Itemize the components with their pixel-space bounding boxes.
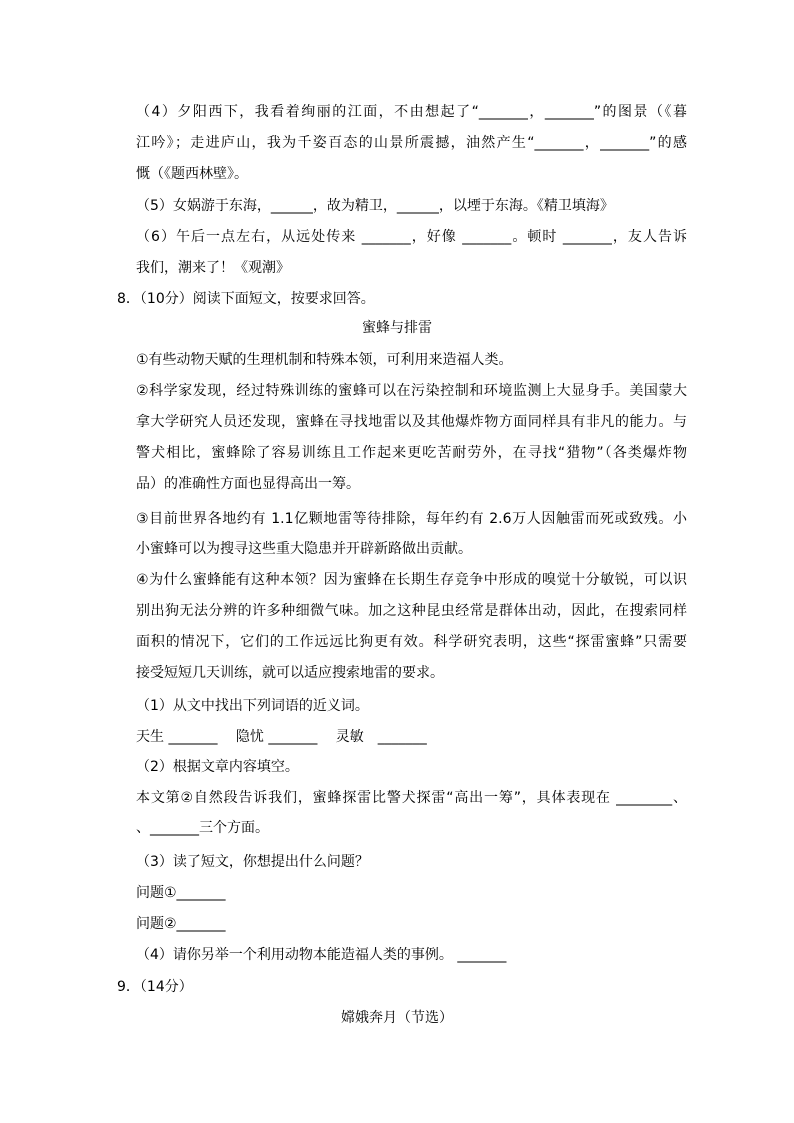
item-4-line-3: 慨（《题西林壁》。 — [136, 166, 248, 182]
paragraph-4-line: 接受短短几天训练，就可以适应搜索地雷的要求。 — [136, 665, 444, 681]
paragraph-4-line: 面积的情况下，它们的工作远远比狗更有效。科学研究表明，这些“探雷蜜蜂”只需要 — [136, 634, 687, 650]
paragraph-1: ①有些动物天赋的生理机制和特殊本领，可利用来造福人类。 — [136, 352, 513, 368]
item-6-line-1: （6）午后一点左右，从远处传来 _______，好像 _______。顿时 _______，友人告诉 — [136, 229, 687, 245]
item-4-line-2: 江吟》；走进庐山，我为千姿百态的山景所震撼，油然产生“_______，_______”的感 — [136, 135, 687, 151]
subquestion-3-question-2: 问题②_______ — [136, 916, 226, 932]
subquestion-1: （1）从文中找出下列词语的近义词。 — [136, 698, 369, 714]
paragraph-2-line: 品）的准确性方面也显得高出一筹。 — [136, 476, 360, 492]
item-4-line-1: （4）夕阳西下，我看着绚丽的江面，不由想起了“_______，_______”的图景（《暮 — [136, 104, 687, 120]
item-6-line-2: 我们，潮来了！《观潮》 — [136, 260, 290, 276]
paragraph-4-line: ④为什么蜜蜂能有这种本领？因为蜜蜂在长期生存竞争中形成的嗅觉十分敏锐，可以识 — [136, 572, 687, 588]
passage-title: 蜜蜂与排雷 — [362, 320, 432, 336]
subquestion-1-words: 天生 _______ 隐忧 _______ 灵敏 _______ — [136, 729, 427, 745]
paragraph-2-line: 拿大学研究人员还发现，蜜蜂在寻找地雷以及其他爆炸物方面同样具有非凡的能力。与 — [136, 414, 687, 430]
paragraph-3-line: 小蜜蜂可以为搜寻这些重大隐患并开辟新路做出贡献。 — [136, 541, 472, 557]
paragraph-2-line: ②科学家发现，经过特殊训练的蜜蜂可以在污染控制和环境监测上大显身手。美国蒙大 — [136, 383, 687, 399]
paragraph-2-line: 警犬相比，蜜蜂除了容易训练且工作起来更吃苦耐劳外，在寻找“猎物”（各类爆炸物 — [136, 445, 687, 461]
paragraph-3-line: ③目前世界各地约有 1.1亿颗地雷等待排除，每年约有 2.6万人因触雷而死或致残。小 — [136, 511, 687, 527]
passage-title: 嫦娥奔月（节选） — [341, 1010, 453, 1026]
subquestion-3-question-1: 问题①_______ — [136, 885, 226, 901]
question-9-header: 9．（14分） — [117, 979, 193, 995]
subquestion-2: （2）根据文章内容填空。 — [136, 759, 299, 775]
subquestion-2-line-2: 、_______三个方面。 — [136, 820, 269, 836]
question-8-header: 8．（10分）阅读下面短文，按要求回答。 — [117, 291, 375, 307]
subquestion-3: （3）读了短文，你想提出什么问题？ — [136, 854, 369, 870]
subquestion-2-line-1: 本文第②自然段告诉我们，蜜蜂探雷比警犬探雷“高出一筹”，具体表现在 ________、 — [136, 790, 687, 806]
subquestion-4: （4）请你另举一个利用动物本能造福人类的事例。 _______ — [136, 947, 507, 963]
item-5: （5）女娲游于东海，______，故为精卫，______，以堙于东海。《精卫填海》 — [136, 198, 614, 214]
paragraph-4-line: 别出狗无法分辨的许多种细微气味。加之这种昆虫经常是群体出动，因此，在搜索同样 — [136, 603, 687, 619]
